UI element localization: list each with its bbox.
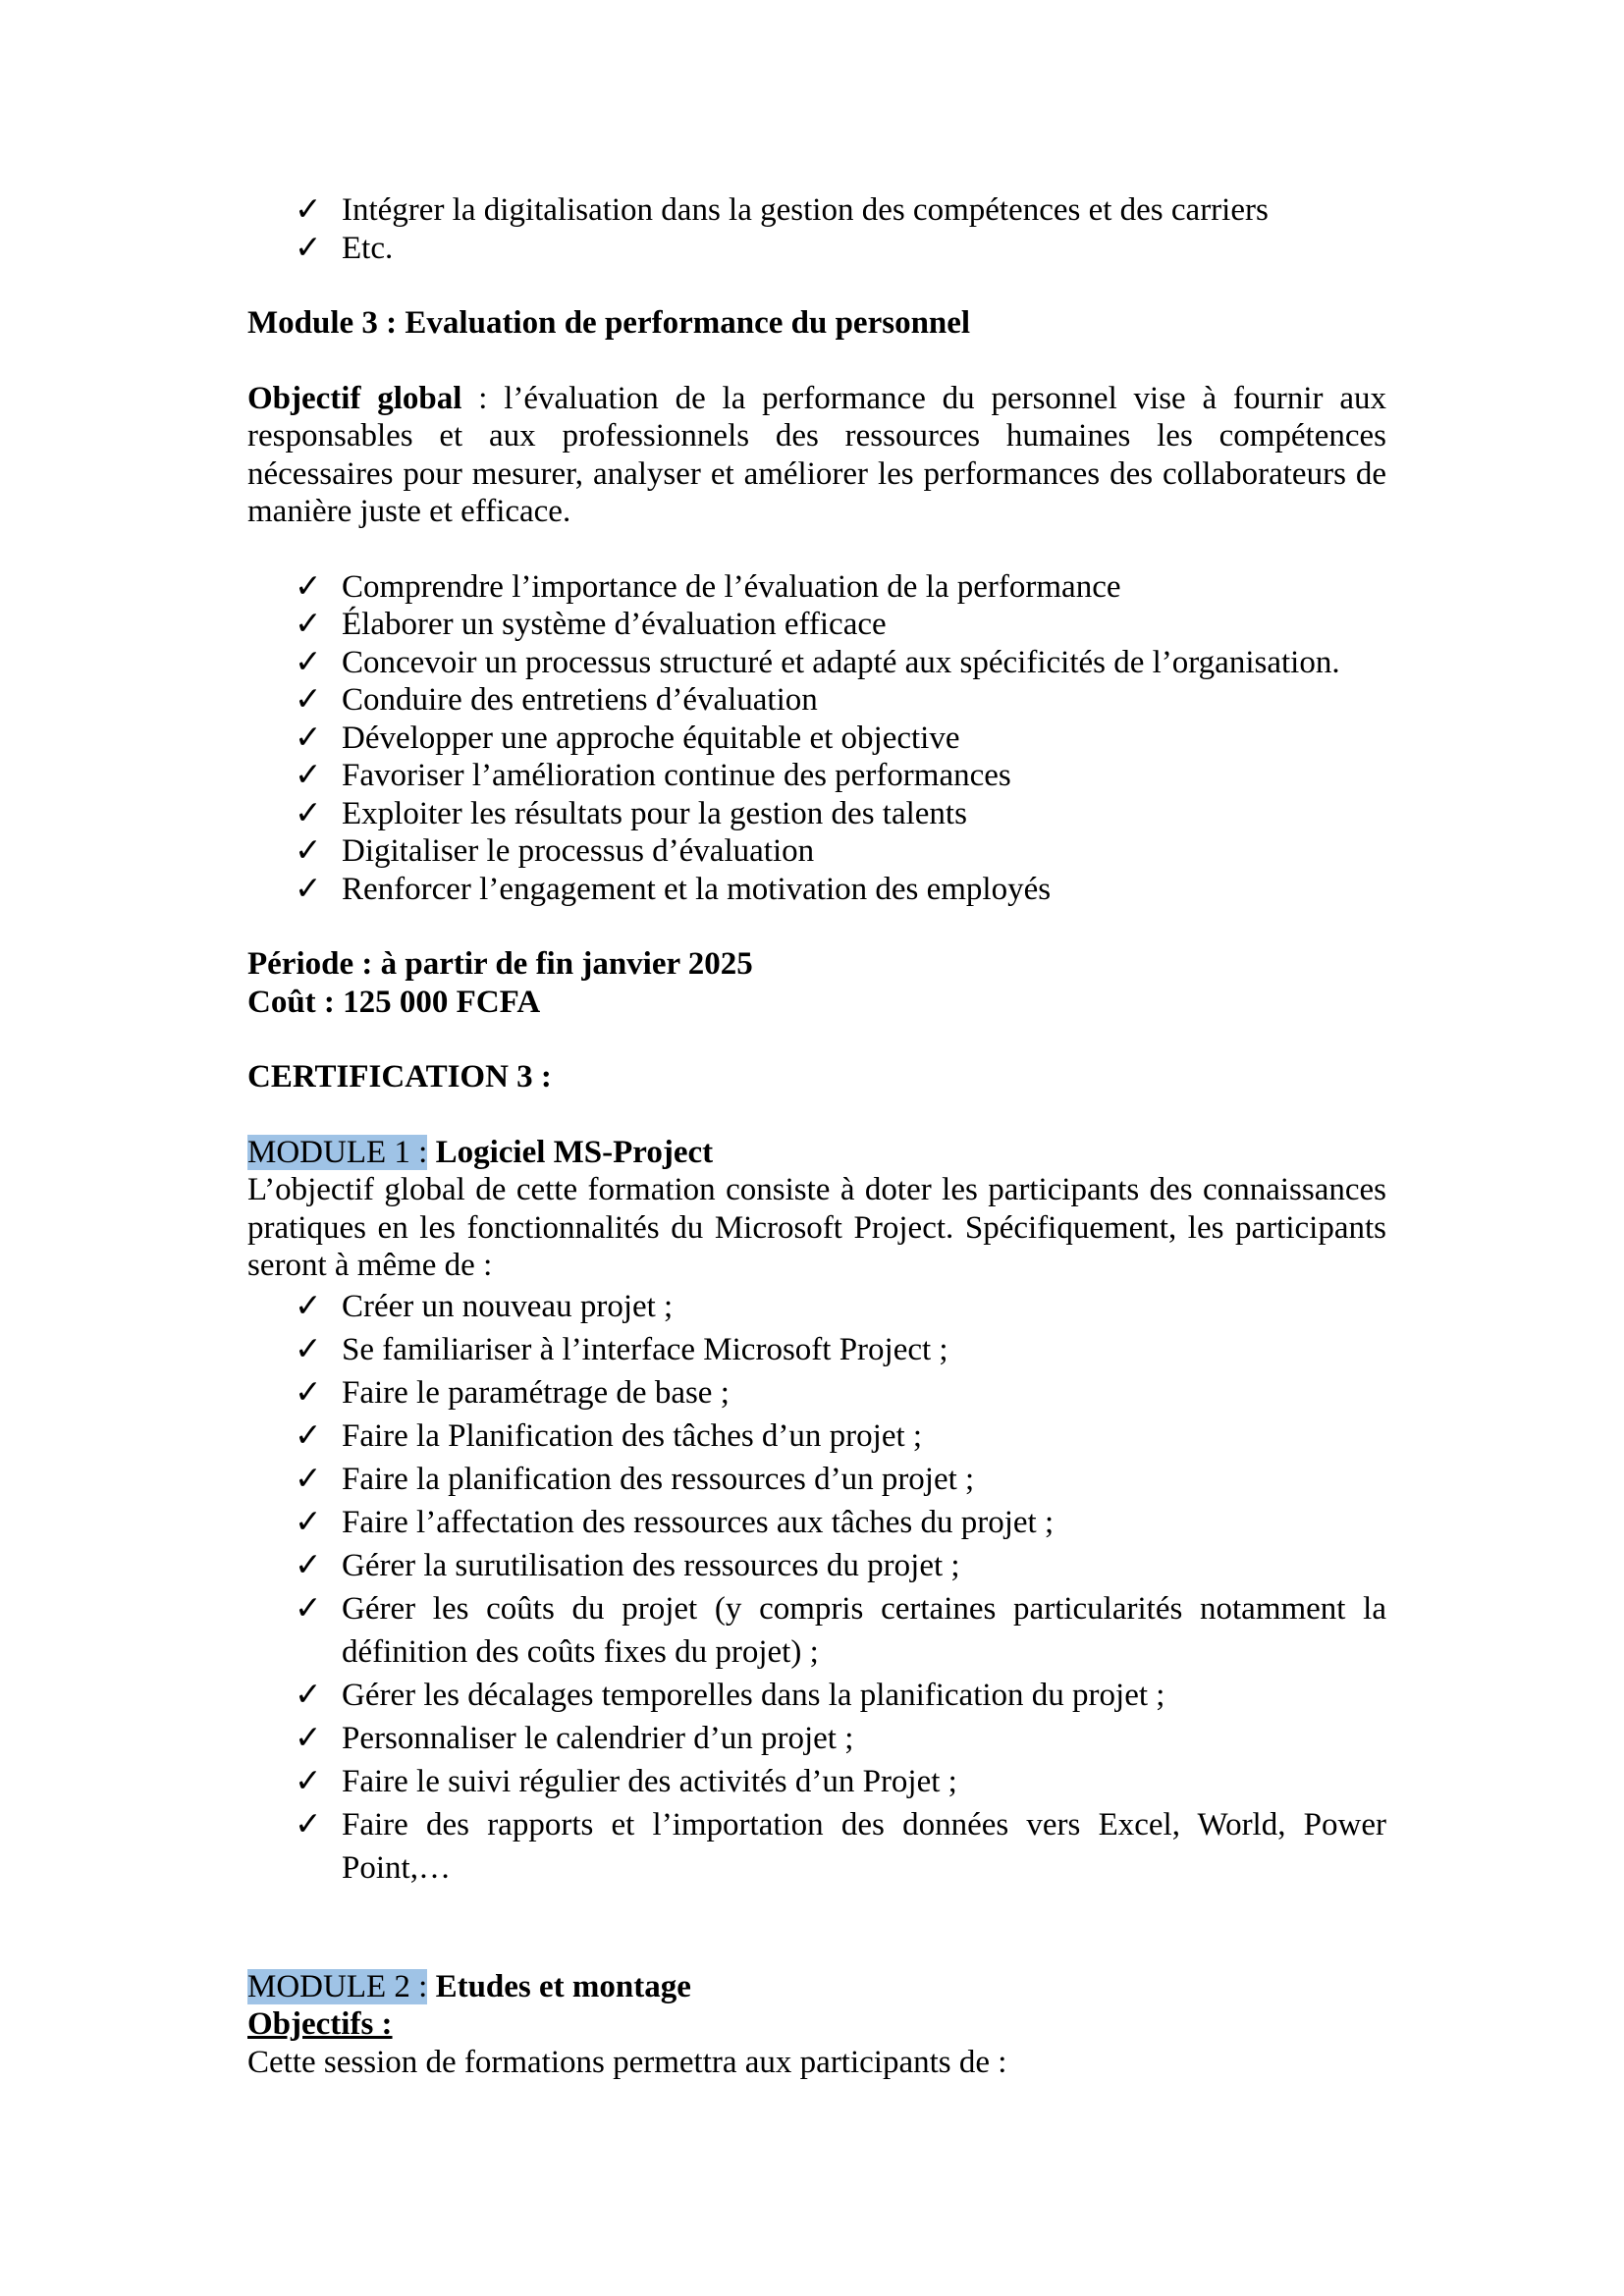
module2-objectives-label: Objectifs : xyxy=(247,2006,393,2042)
module1-intro: L’objectif global de cette formation consiste à doter les participants des connaissances pratiques en les fonctionnalités du Microsoft Project. Spécifiquement, les participants seront à même de : xyxy=(247,1172,1386,1283)
check-icon: ✓ xyxy=(295,1331,322,1367)
list-item: ✓ Faire le paramétrage de base ; xyxy=(295,1371,1386,1415)
module1-heading xyxy=(247,1134,1386,1172)
check-icon: ✓ xyxy=(295,1417,322,1454)
check-icon: ✓ xyxy=(295,644,322,680)
list-item: ✓ Gérer les coûts du projet (y compris certaines particularités notamment la définition des coûts fixes du projet) ; xyxy=(295,1587,1386,1674)
check-icon: ✓ xyxy=(295,758,322,793)
list-item: ✓ Élaborer un système d’évaluation efficace xyxy=(295,607,887,642)
list-item: ✓ Gérer les décalages temporelles dans la planification du projet ; xyxy=(295,1674,1386,1717)
module3-cost: Coût : 125 000 FCFA xyxy=(247,984,541,1020)
list-item: ✓ Intégrer la digitalisation dans la gestion des compétences et des carriers xyxy=(295,192,1269,228)
list-item: ✓ Faire la Planification des tâches d’un projet ; xyxy=(295,1415,1386,1458)
list-item: ✓ Comprendre l’importance de l’évaluation de la performance xyxy=(295,568,1121,605)
module3-objective: Objectif global : l’évaluation de la performance du personnel vise à fournir aux responsables et aux professionnels des ressources humaines les compétences nécessaires pour mesurer, analyser et améliorer les performances des collaborateurs de manière juste et efficace. xyxy=(247,380,1386,529)
check-icon: ✓ xyxy=(295,1504,322,1540)
top-checklist xyxy=(247,191,1386,267)
module3-title: Module 3 : Evaluation de performance du personnel xyxy=(247,305,971,341)
list-item: ✓ Personnaliser le calendrier d’un projet ; xyxy=(295,1717,1386,1760)
check-icon: ✓ xyxy=(295,682,322,718)
check-icon: ✓ xyxy=(295,1806,322,1842)
module2-title: Etudes et montage xyxy=(427,1968,691,2004)
check-icon: ✓ xyxy=(295,230,322,266)
check-icon: ✓ xyxy=(295,833,322,869)
list-item: ✓ Faire l’affectation des ressources aux tâches du projet ; xyxy=(295,1501,1386,1544)
check-icon: ✓ xyxy=(295,1461,322,1497)
check-icon: ✓ xyxy=(295,1590,322,1627)
list-item: ✓ Se familiariser à l’interface Microsoft Project ; xyxy=(295,1328,1386,1371)
module2-heading xyxy=(247,1968,1386,2006)
module3-checklist xyxy=(247,568,1386,909)
document-page xyxy=(247,191,1386,2081)
check-icon: ✓ xyxy=(295,1720,322,1756)
module1-checklist xyxy=(247,1285,1386,1890)
list-item: ✓ Etc. xyxy=(295,230,394,266)
check-icon: ✓ xyxy=(295,720,322,756)
module2-intro: Cette session de formations permettra aux participants de : xyxy=(247,2044,1007,2080)
list-item: ✓ Faire des rapports et l’importation des données vers Excel, World, Power Point,… xyxy=(295,1803,1386,1890)
check-icon: ✓ xyxy=(295,795,322,831)
list-item: ✓ Faire la planification des ressources d’un projet ; xyxy=(295,1458,1386,1501)
certification-heading: CERTIFICATION 3 : xyxy=(247,1059,552,1095)
module1-label: MODULE 1 : xyxy=(247,1134,428,1170)
check-icon: ✓ xyxy=(295,871,322,907)
check-icon: ✓ xyxy=(295,1288,322,1324)
check-icon: ✓ xyxy=(295,607,322,642)
list-item: ✓ Renforcer l’engagement et la motivation des employés xyxy=(295,871,1052,907)
module1-title: Logiciel MS-Project xyxy=(427,1134,714,1170)
check-icon: ✓ xyxy=(295,568,322,605)
check-icon: ✓ xyxy=(295,1677,322,1713)
list-item: ✓ Favoriser l’amélioration continue des performances xyxy=(295,758,1011,793)
list-item: ✓ Conduire des entretiens d’évaluation xyxy=(295,682,818,718)
module3-period: Période : à partir de fin janvier 2025 xyxy=(247,946,753,982)
list-item: ✓ Digitaliser le processus d’évaluation xyxy=(295,833,815,869)
check-icon: ✓ xyxy=(295,1763,322,1799)
check-icon: ✓ xyxy=(295,1547,322,1583)
module2-label: MODULE 2 : xyxy=(247,1968,428,2004)
list-item: ✓ Créer un nouveau projet ; xyxy=(295,1285,1386,1328)
list-item: ✓ Concevoir un processus structuré et adapté aux spécificités de l’organisation. xyxy=(295,644,1340,680)
list-item: ✓ Gérer la surutilisation des ressources du projet ; xyxy=(295,1544,1386,1587)
check-icon: ✓ xyxy=(295,1374,322,1411)
list-item: ✓ Faire le suivi régulier des activités d’un Projet ; xyxy=(295,1760,1386,1803)
list-item: ✓ Exploiter les résultats pour la gestion des talents xyxy=(295,795,967,831)
list-item: ✓ Développer une approche équitable et objective xyxy=(295,720,960,756)
check-icon: ✓ xyxy=(295,192,322,228)
